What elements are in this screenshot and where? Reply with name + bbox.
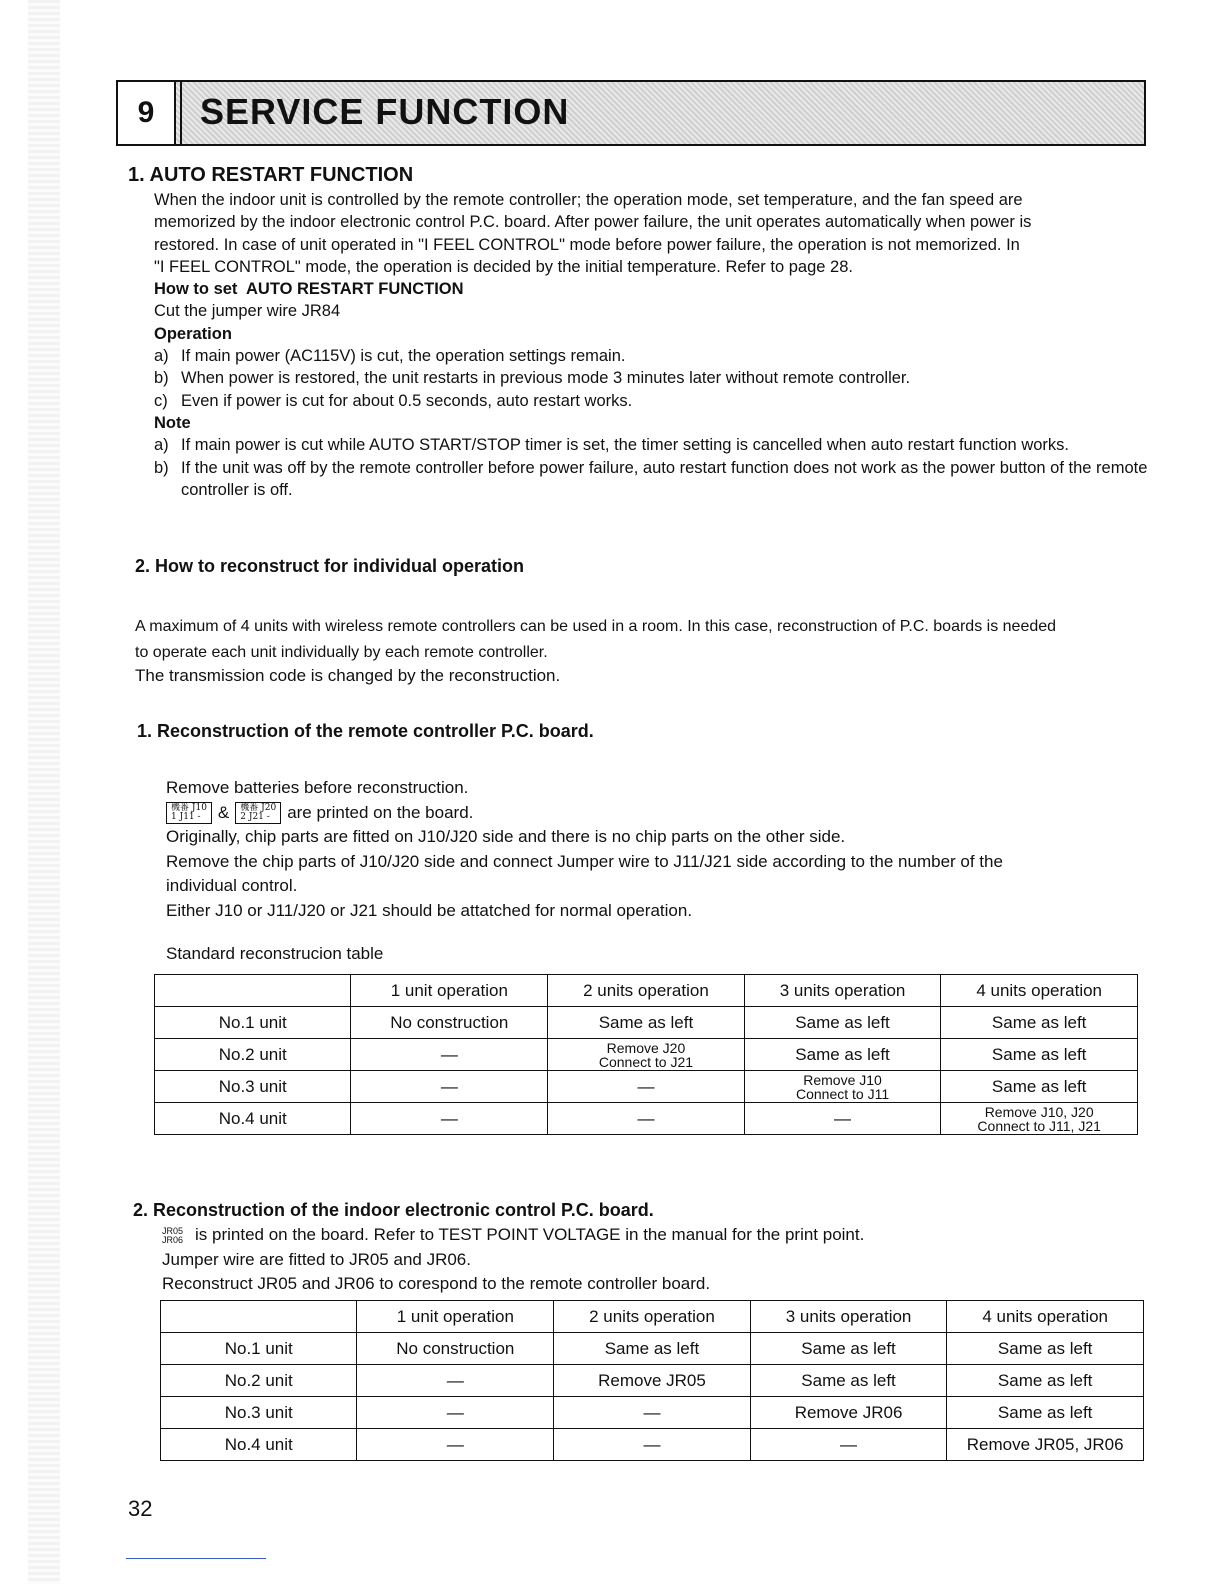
jumper-box-top: 機番 J10	[171, 803, 207, 814]
text-line: is printed on the board. Refer to TEST POINT VOLTAGE in the manual for the print point.	[195, 1225, 865, 1244]
how-to-set-heading	[154, 278, 1154, 300]
table-header-row	[161, 1301, 1144, 1333]
item-mark: a)	[154, 347, 169, 366]
jumper-box-top: 機番 J20	[240, 803, 277, 814]
how-to-set-prefix: How to set	[154, 280, 238, 299]
description-line: "I FEEL CONTROL" mode, the operation is decided by the initial temperature. Refer to page 28.	[154, 257, 853, 276]
section-number: 9	[118, 82, 176, 144]
indoor-board-table	[160, 1300, 1144, 1461]
indoor-board-heading: 2. Reconstruction of the indoor electronic control P.C. board.	[133, 1200, 654, 1220]
table-cell: No.2 unit	[161, 1365, 357, 1397]
table-cell: —	[351, 1039, 548, 1071]
table-cell: No.3 unit	[155, 1071, 351, 1103]
table-cell: Same as left	[548, 1007, 745, 1039]
how-to-set-text: Cut the jumper wire JR84	[154, 302, 341, 321]
page-number: 32	[128, 1496, 153, 1521]
jumper-box-j20	[235, 802, 281, 824]
item-text: If main power is cut while AUTO START/STOP timer is set, the timer setting is cancelled when auto restart function works.	[181, 436, 1069, 455]
table-header-cell: 4 units operation	[941, 975, 1138, 1007]
table-cell: No construction	[357, 1333, 554, 1365]
table-cell: Same as left	[941, 1071, 1138, 1103]
table-cell: —	[554, 1429, 751, 1461]
table-row	[161, 1397, 1144, 1429]
table-caption: Standard reconstrucion table	[166, 944, 384, 963]
note-item	[154, 457, 1154, 502]
table-cell: Remove J20 Connect to J21	[548, 1039, 745, 1071]
jr-mark	[162, 1227, 183, 1245]
table-row	[155, 1103, 1138, 1135]
table-cell: —	[357, 1365, 554, 1397]
table-cell: —	[351, 1103, 548, 1135]
operation-item	[154, 367, 1154, 389]
note-item	[154, 434, 1154, 456]
ampersand: &	[217, 802, 230, 822]
operation-item	[154, 345, 1154, 367]
table-cell: —	[744, 1103, 941, 1135]
table-cell: No.4 unit	[155, 1103, 351, 1135]
jumper-box-bottom: 1 J11 -	[171, 812, 201, 823]
jumper-box-bottom: 2 J21 -	[240, 812, 270, 823]
auto-restart-heading: 1. AUTO RESTART FUNCTION	[128, 164, 414, 186]
table-cell: —	[351, 1071, 548, 1103]
item-mark: b)	[154, 458, 169, 477]
item-mark: b)	[154, 369, 169, 388]
section-header	[116, 80, 1146, 146]
item-mark: a)	[154, 436, 169, 455]
individual-operation-heading: 2. How to reconstruct for individual operation	[135, 556, 525, 576]
remote-board-text	[166, 776, 1166, 923]
jumper-box-j10	[166, 802, 212, 824]
printed-text: are printed on the board.	[287, 802, 474, 822]
text-line: to operate each unit individually by each remote controller.	[135, 644, 548, 661]
table-header-cell: 1 unit operation	[357, 1301, 554, 1333]
jumper-print-line	[166, 801, 1166, 826]
individual-operation-text	[135, 614, 1165, 666]
footer-rule	[126, 1558, 266, 1559]
text-line: Either J10 or J11/J20 or J21 should be attatched for normal operation.	[166, 900, 693, 920]
table-cell: Remove J10 Connect to J11	[744, 1071, 941, 1103]
table-cell: —	[357, 1429, 554, 1461]
table-header-cell: 3 units operation	[750, 1301, 947, 1333]
table-header-cell: 2 units operation	[548, 975, 745, 1007]
operation-label: Operation	[154, 324, 232, 343]
scan-edge-shading	[28, 0, 60, 1584]
table-cell: —	[750, 1429, 947, 1461]
how-to-set-title: AUTO RESTART FUNCTION	[245, 280, 464, 299]
table-header-cell: 1 unit operation	[351, 975, 548, 1007]
text-line: Jumper wire are fitted to JR05 and JR06.	[162, 1249, 471, 1269]
table-header-cell: 2 units operation	[554, 1301, 751, 1333]
table-row	[155, 1039, 1138, 1071]
table-cell: No.3 unit	[161, 1397, 357, 1429]
item-text: If main power (AC115V) is cut, the operation settings remain.	[181, 347, 626, 366]
table-cell: Same as left	[947, 1397, 1144, 1429]
text-line: individual control.	[166, 876, 298, 895]
operation-item	[154, 390, 1154, 412]
item-text: When power is restored, the unit restarts in previous mode 3 minutes later without remote controller.	[181, 369, 911, 388]
remote-board-table	[154, 974, 1138, 1135]
table-cell: Same as left	[554, 1333, 751, 1365]
table-cell: Same as left	[947, 1333, 1144, 1365]
item-text: If the unit was off by the remote controller before power failure, auto restart function does not work as the power button of the remote controller is off.	[181, 458, 1148, 499]
table-row	[155, 1071, 1138, 1103]
indoor-board-text	[162, 1223, 1162, 1297]
table-cell: No.1 unit	[155, 1007, 351, 1039]
table-cell: Same as left	[941, 1007, 1138, 1039]
table-header-cell: 4 units operation	[947, 1301, 1144, 1333]
auto-restart-description	[154, 189, 1154, 501]
table-cell: Same as left	[750, 1365, 947, 1397]
item-text: Even if power is cut for about 0.5 seconds, auto restart works.	[181, 391, 633, 410]
table-cell: Remove JR06	[750, 1397, 947, 1429]
table-row	[155, 1007, 1138, 1039]
table-cell: No.1 unit	[161, 1333, 357, 1365]
text-line: Remove batteries before reconstruction.	[166, 778, 469, 797]
section-title: SERVICE FUNCTION	[200, 91, 570, 132]
text-line: A maximum of 4 units with wireless remote controllers can be used in a room. In this case, reconstruction of P.C. boards is needed	[135, 618, 1057, 635]
transmission-code-line: The transmission code is changed by the reconstruction.	[135, 666, 561, 685]
jr-mark-top: JR05	[162, 1225, 184, 1236]
table-header-cell	[161, 1301, 357, 1333]
description-line: restored. In case of unit operated in "I FEEL CONTROL" mode before power failure, the operation is not memorized. In	[154, 235, 1020, 254]
note-label: Note	[154, 413, 191, 432]
table-header-row	[155, 975, 1138, 1007]
table-row	[161, 1365, 1144, 1397]
table-cell: Remove JR05, JR06	[947, 1429, 1144, 1461]
table-cell: Same as left	[744, 1039, 941, 1071]
table-row	[161, 1333, 1144, 1365]
description-line: When the indoor unit is controlled by the remote controller; the operation mode, set temperature, and the fan speed are	[154, 191, 1023, 209]
text-line: Reconstruct JR05 and JR06 to corespond to the remote controller board.	[162, 1274, 711, 1293]
table-cell: —	[548, 1071, 745, 1103]
table-row	[161, 1429, 1144, 1461]
table-cell: Remove JR05	[554, 1365, 751, 1397]
jr-mark-bottom: JR06	[162, 1234, 184, 1245]
table-header-cell: 3 units operation	[744, 975, 941, 1007]
text-line: Remove the chip parts of J10/J20 side and connect Jumper wire to J11/J21 side according to the number of the	[166, 851, 1003, 871]
table-cell: No construction	[351, 1007, 548, 1039]
table-header-cell	[155, 975, 351, 1007]
item-mark: c)	[154, 391, 168, 410]
table-cell: —	[548, 1103, 745, 1135]
remote-board-heading: 1. Reconstruction of the remote controller P.C. board.	[137, 721, 594, 741]
text-line: Originally, chip parts are fitted on J10/J20 side and there is no chip parts on the other side.	[166, 827, 846, 846]
table-cell: Same as left	[941, 1039, 1138, 1071]
table-cell: Same as left	[947, 1365, 1144, 1397]
table-cell: No.4 unit	[161, 1429, 357, 1461]
table-cell: Same as left	[750, 1333, 947, 1365]
table-cell: —	[357, 1397, 554, 1429]
table-cell: Remove J10, J20 Connect to J11, J21	[941, 1103, 1138, 1135]
table-cell: —	[554, 1397, 751, 1429]
description-line: memorized by the indoor electronic control P.C. board. After power failure, the unit operates automatically when power is	[154, 213, 1032, 232]
jr-print-line	[162, 1223, 1162, 1248]
table-cell: Same as left	[744, 1007, 941, 1039]
table-cell: No.2 unit	[155, 1039, 351, 1071]
